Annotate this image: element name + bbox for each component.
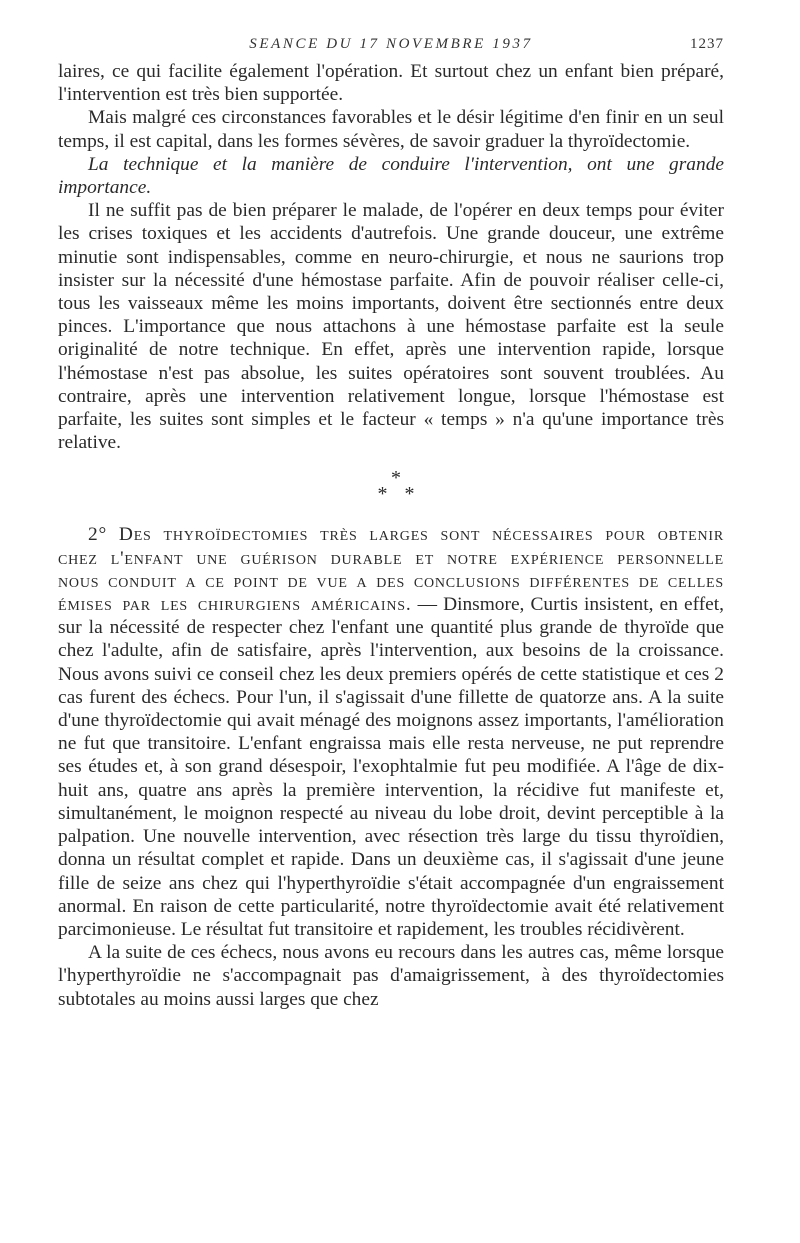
page-header [58,30,724,60]
paragraph: Mais malgré ces circonstances favorables et le désir légitime d'en finir en un seul temps, il est capital, dans les formes sévères, de savoir graduer la thyroïdectomie. [58,107,724,152]
paragraph: Il ne suffit pas de bien préparer le malade, de l'opérer en deux temps pour éviter les crises toxiques et les accidents d'autrefois. Une grande douceur, une extrême minutie sont indispensables, comme en neuro-chirurgie, et nous ne saurions trop insister sur la nécessité d'une hémostase parfaite. Afin de pouvoir réaliser celle-ci, tous les vaisseaux même les moins importants, doivent être sectionnés entre deux pinces. L'importance que nous attachons à une hémostase parfaite est la seule originalité de notre technique. En effet, après une intervention rapide, lorsque l'hémostase n'est pas absolue, les suites opératoires sont souvent troublées. Au contraire, après une intervention relativement longue, lorsque l'hémostase est parfaite, les suites sont simples et le facteur « temps » n'a qu'une importance très relative. [58,200,724,454]
asterism-top: * [391,467,401,490]
running-title: SEANCE DU 17 NOVEMBRE 1937 [249,36,533,52]
paragraph: A la suite de ces échecs, nous avons eu recours dans les autres cas, même lorsque l'hyperthyroïdie ne s'accompagnait pas d'amaigrissement, à des thyroïdectomies subtotales au moins aussi larges que chez [58,942,724,1010]
section-heading: 2° Des thyroïdectomies très larges sont nécessaires pour obtenir chez l'enfant une guérison durable et notre expérience personnelle nous conduit a ce point de vue a des conclusions différentes de celles émises par les chirurgiens américains. [58,524,724,616]
section-paragraph [58,523,724,941]
document-page [58,30,724,1011]
asterism-separator [58,468,724,523]
section-text: — Dinsmore, Curtis insistent, en effet, sur la nécessité de respecter chez l'enfant une quantité plus grande de thyroïde que chez l'adulte, afin de satisfaire, après l'intervention, aux besoins de la croissance. Nous avons suivi ce conseil chez les deux premiers opérés de cette statistique et ces 2 cas furent des échecs. Pour l'un, il s'agissait d'une fillette de quatorze ans. A la suite d'une thyroïdectomie qui avait ménagé des moignons assez importants, l'amélioration ne fut que transitoire. L'enfant engraissa mais elle resta nerveuse, ne put reprendre ses études et, à son grand désespoir, l'exophtalmie fut peu modifiée. A l'âge de dix-huit ans, quatre ans après la première intervention, la récidive fut manifeste et, simultanément, le moignon respecté au niveau du lobe droit, devint perceptible à la palpation. Une nouvelle intervention, avec résection très large du tissu thyroïdien, donna un résultat complet et rapide. Dans un deuxième cas, il s'agissait d'une jeune fille de seize ans chez qui l'hyperthyroïdie s'était accompagnée d'un engraissement anormal. En raison de cette particularité, notre thyroïdectomie avait été relativement parcimonieuse. Le résultat fut transitoire et rapidement, les troubles récidivèrent. [58,594,724,940]
page-number: 1237 [690,36,724,52]
paragraph-continuation: laires, ce qui facilite également l'opération. Et surtout chez un enfant bien préparé, l'intervention est très bien supportée. [58,61,724,106]
asterism-bottom: * * [377,483,421,506]
body-text [58,60,724,1011]
italic-paragraph: La technique et la manière de conduire l'intervention, ont une grande importance. [58,153,724,199]
